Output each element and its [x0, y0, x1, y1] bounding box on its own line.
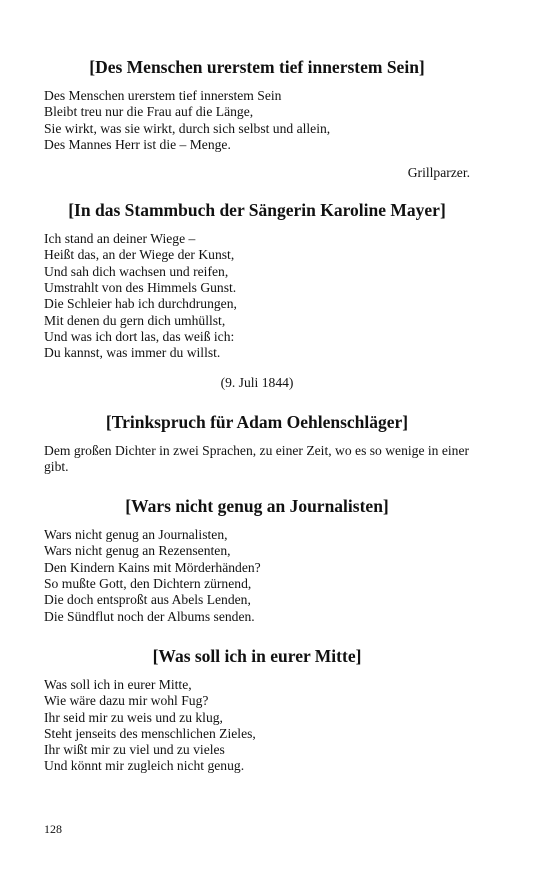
poem-line: Ihr seid mir zu weis und zu klug, — [44, 709, 223, 725]
poem-lines — [44, 527, 470, 625]
poem-line: Wie wäre dazu mir wohl Fug? — [44, 693, 209, 709]
poem-line: Die Sündflut noch der Albums senden. — [44, 608, 255, 624]
poem-line: So mußte Gott, den Dichtern zürnend, — [44, 576, 252, 592]
poem-line: Mit denen du gern dich umhüllst, — [44, 312, 226, 328]
poem-line: Den Kindern Kains mit Mörderhänden? — [44, 559, 261, 575]
poem-line: Umstrahlt von des Himmels Gunst. — [44, 280, 237, 296]
poem-title: [Trinkspruch für Adam Oehlenschläger] — [105, 411, 409, 432]
poem-line: Und könnt mir zugleich nicht genug. — [44, 758, 245, 774]
poem-signature: Grillparzer. — [407, 165, 470, 181]
poem-4 — [44, 495, 470, 625]
poem-line: Und was ich dort las, das weiß ich: — [44, 328, 235, 344]
page-number: 128 — [44, 822, 62, 836]
poem-5 — [44, 645, 470, 775]
poem-title: [Was soll ich in eurer Mitte] — [152, 645, 362, 666]
poem-title: [In das Stammbuch der Sängerin Karoline Mayer] — [68, 200, 446, 221]
poem-text: Dem großen Dichter in zwei Sprachen, zu einer Zeit, wo es so wenige in einer gibt. — [44, 442, 470, 474]
poem-1 — [44, 56, 470, 181]
poem-line: Ihr wißt mir zu viel und zu vieles — [44, 742, 225, 758]
poem-lines — [44, 677, 470, 775]
poem-line: Bleibt treu nur die Frau auf die Länge, — [44, 104, 254, 120]
poem-date: (9. Juli 1844) — [220, 374, 294, 390]
poem-line: Heißt das, an der Wiege der Kunst, — [44, 247, 235, 263]
poem-line: Wars nicht genug an Journalisten, — [44, 527, 228, 543]
poem-lines — [44, 231, 470, 361]
poem-line: Du kannst, was immer du willst. — [44, 345, 221, 361]
poem-line: Des Menschen urerstem tief innerstem Sein — [44, 88, 282, 103]
poem-line: Steht jenseits des menschlichen Zieles, — [44, 725, 256, 741]
poem-line: Und sah dich wachsen und reifen, — [44, 263, 229, 279]
poem-title: [Wars nicht genug an Journalisten] — [125, 496, 389, 517]
poem-line: Die Schleier hab ich durchdrungen, — [44, 296, 237, 312]
poem-line: Die doch entsproßt aus Abels Lenden, — [44, 592, 251, 608]
poem-line: Was soll ich in eurer Mitte, — [44, 676, 192, 692]
poem-title: [Des Menschen urerstem tief innerstem Sein] — [89, 57, 425, 77]
poem-line: Ich stand an deiner Wiege – — [44, 231, 196, 247]
poem-line: Wars nicht genug an Rezensenten, — [44, 543, 231, 559]
poem-line: Sie wirkt, was sie wirkt, durch sich selbst und allein, — [44, 120, 331, 136]
poem-2 — [44, 199, 470, 390]
poem-line: Des Mannes Herr ist die – Menge. — [44, 136, 231, 152]
poem-3 — [44, 411, 470, 476]
poem-lines — [44, 88, 470, 153]
page-content — [44, 56, 470, 775]
